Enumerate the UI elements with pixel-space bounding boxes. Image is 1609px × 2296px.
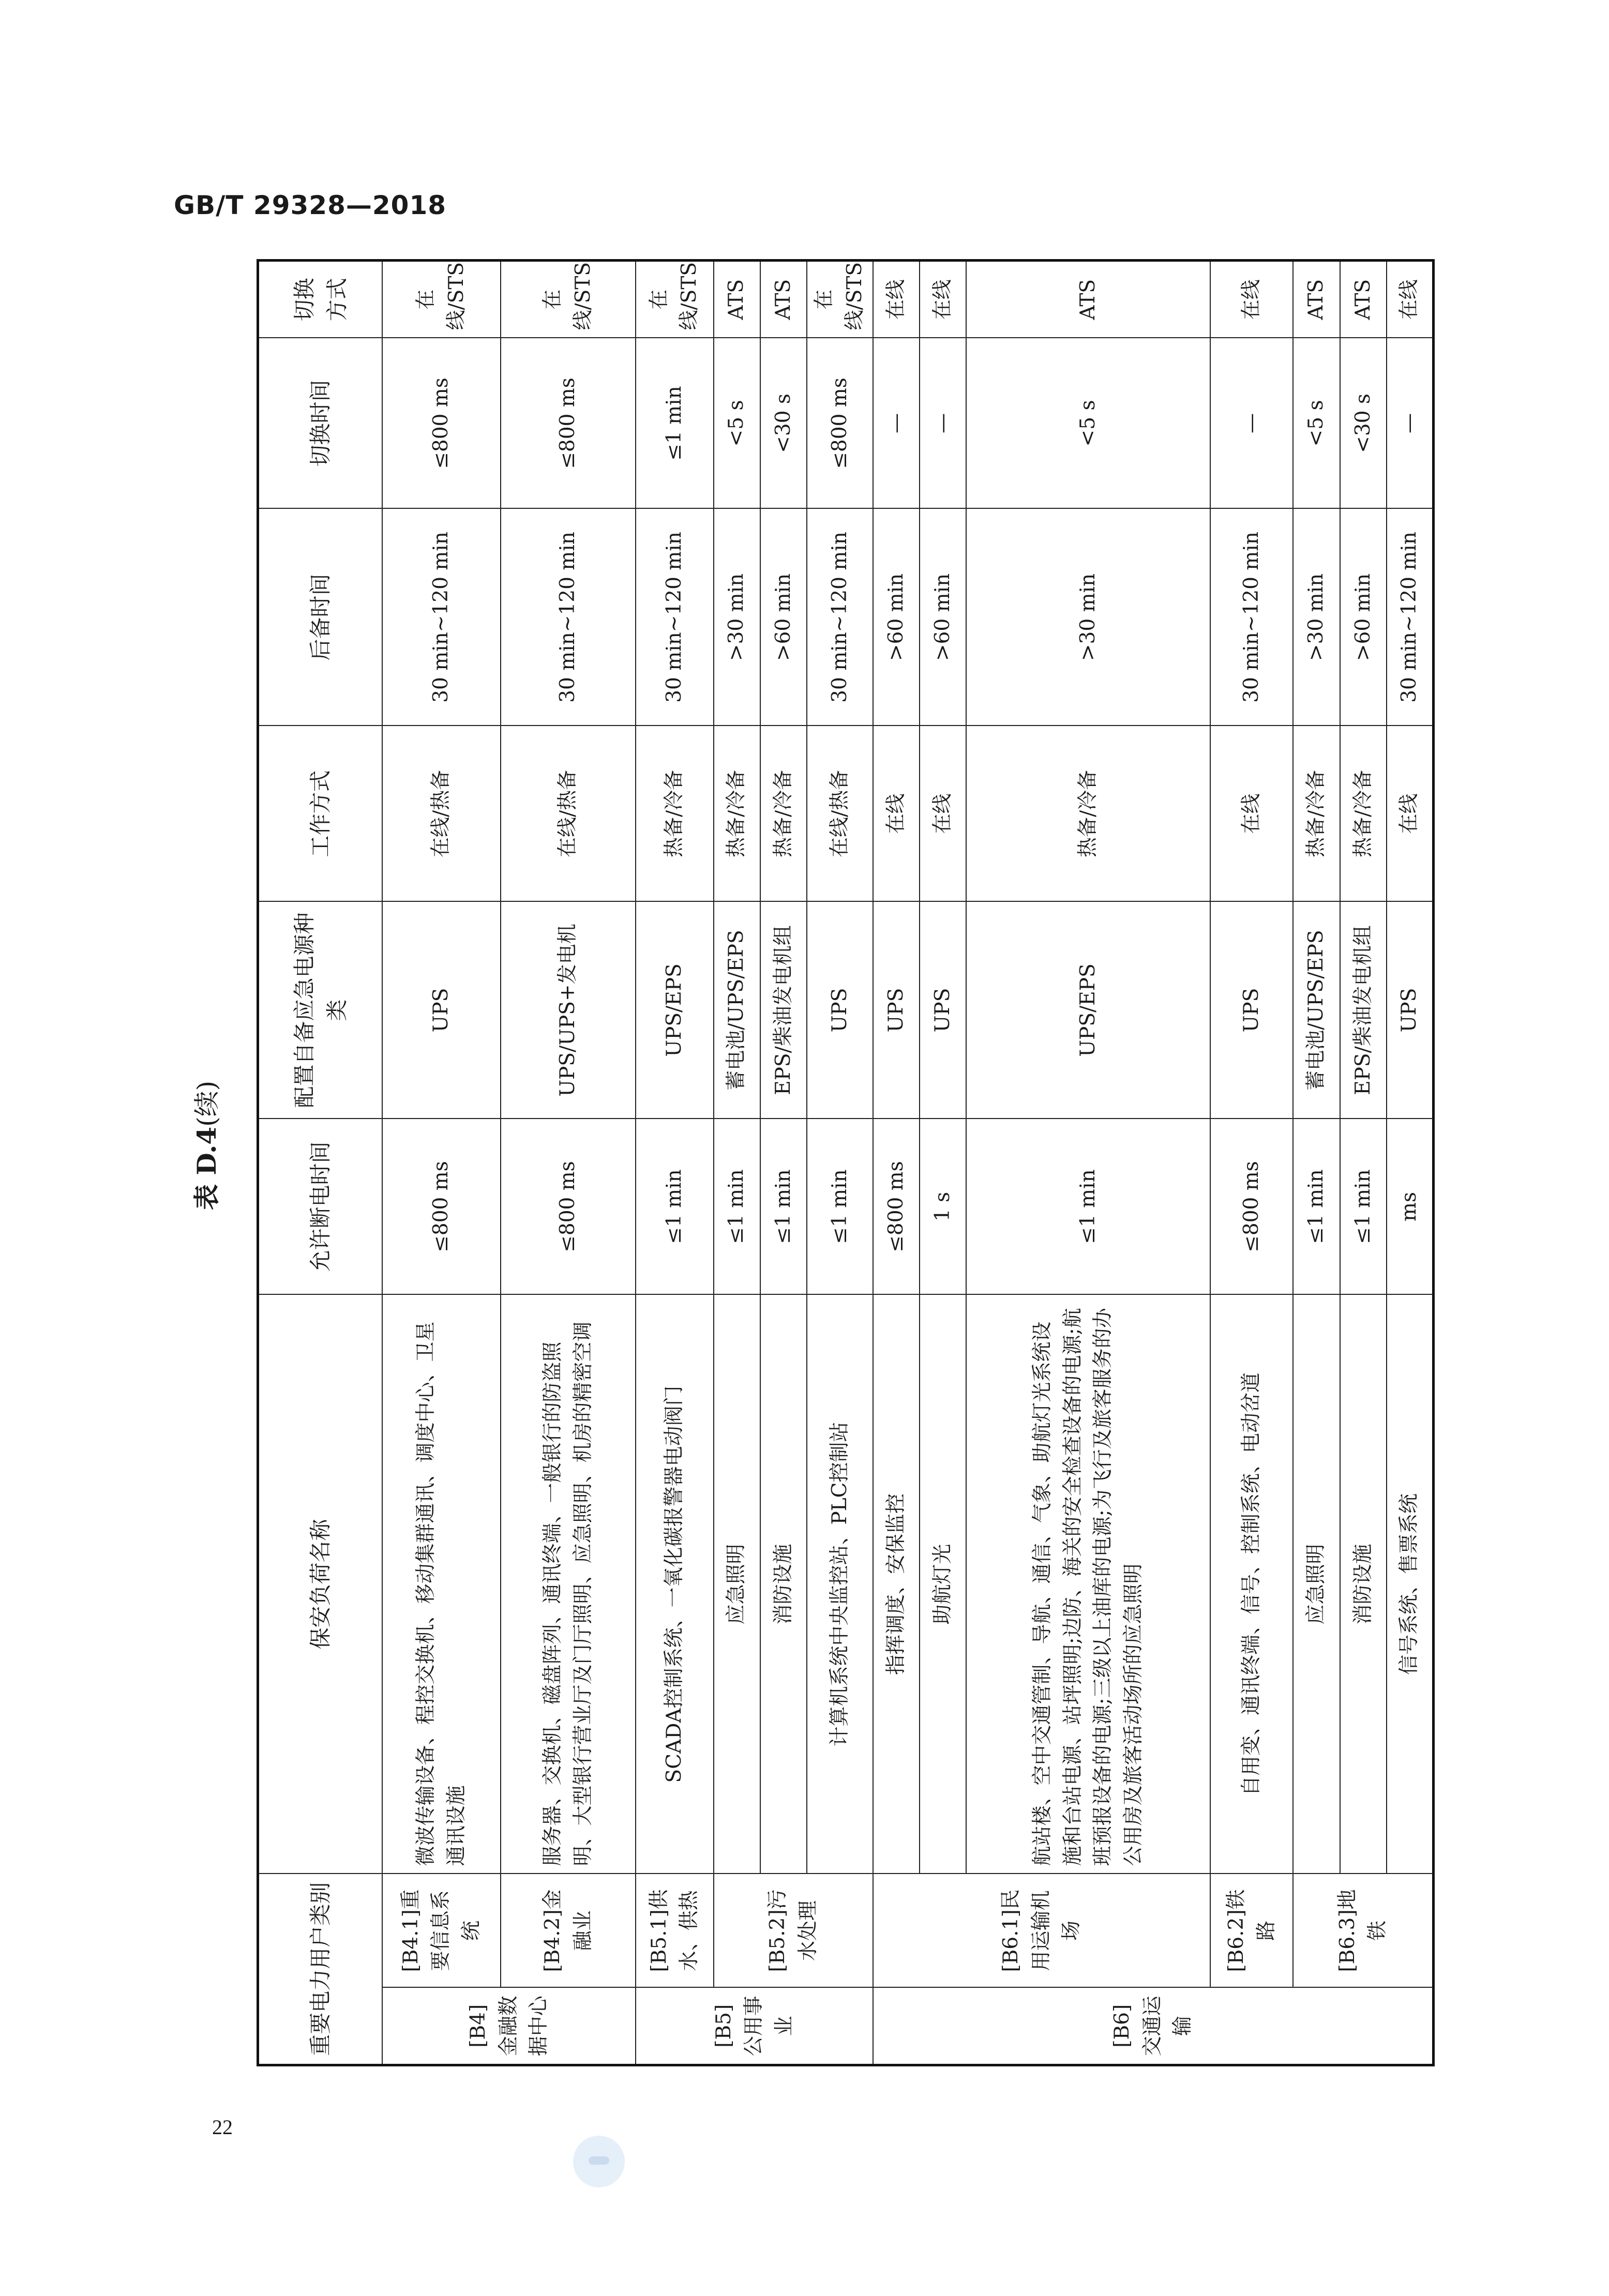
backup-cell: >60 min <box>920 508 966 726</box>
backup-cell: 30 min~120 min <box>1210 508 1294 726</box>
mode-cell: 热备/冷备 <box>1340 726 1387 901</box>
backup-cell: >60 min <box>1340 508 1387 726</box>
load-cell: SCADA控制系统、一氧化碳报警器电动阀门 <box>636 1294 714 1874</box>
power-cell: UPS <box>382 901 501 1119</box>
standard-number: GB/T 29328—2018 <box>174 190 447 220</box>
allow-cell: ≤800 ms <box>501 1119 636 1294</box>
power-cell: UPS <box>920 901 966 1119</box>
time-cell: — <box>1210 338 1294 508</box>
power-cell: 蓄电池/UPS/EPS <box>1293 901 1340 1119</box>
backup-cell: 30 min~120 min <box>807 508 873 726</box>
load-cell: 自用变、通讯终端、信号、控制系统、电动岔道 <box>1210 1294 1294 1874</box>
load-cell: 服务器、交换机、磁盘阵列、通讯终端、一般银行的防盗照明、大型银行营业厅及门厅照明、应急照明、机房的精密空调 <box>501 1294 636 1874</box>
time-cell: ≤800 ms <box>501 338 636 508</box>
header-switch-time: 切换时间 <box>258 338 383 508</box>
allow-cell: ≤1 min <box>760 1119 807 1294</box>
caption-suffix: (续) <box>192 1080 222 1127</box>
header-user-category: 重要电力用户类别 <box>258 1874 383 2065</box>
table-row <box>873 260 920 2065</box>
table-row <box>1210 260 1294 2065</box>
header-work-mode: 工作方式 <box>258 726 383 901</box>
time-cell: <30 s <box>760 338 807 508</box>
load-cell: 助航灯光 <box>920 1294 966 1874</box>
method-cell: 在线 <box>1387 260 1433 338</box>
power-cell: UPS <box>807 901 873 1119</box>
mode-cell: 热备/冷备 <box>1293 726 1340 901</box>
time-cell: — <box>920 338 966 508</box>
header-allowed-outage: 允许断电时间 <box>258 1119 383 1294</box>
power-cell: UPS <box>1210 901 1294 1119</box>
page-number: 22 <box>212 2116 233 2139</box>
load-cell: 信号系统、售票系统 <box>1387 1294 1433 1874</box>
rotated-table-wrapper <box>257 262 1435 2066</box>
mode-cell: 在线 <box>1387 726 1433 901</box>
header-load-name: 保安负荷名称 <box>258 1294 383 1874</box>
backup-cell: 30 min~120 min <box>501 508 636 726</box>
header-power-type: 配置自备应急电源种类 <box>258 901 383 1119</box>
backup-cell: >60 min <box>760 508 807 726</box>
load-cell: 应急照明 <box>1293 1294 1340 1874</box>
subcategory-cell: [B6.2]铁路 <box>1210 1874 1294 1987</box>
load-cell: 消防设施 <box>1340 1294 1387 1874</box>
table-row <box>382 260 501 2065</box>
time-cell: <5 s <box>966 338 1210 508</box>
allow-cell: ≤1 min <box>636 1119 714 1294</box>
table-header-row <box>258 260 383 2065</box>
power-cell: EPS/柴油发电机组 <box>760 901 807 1119</box>
table-row <box>1340 260 1387 2065</box>
allow-cell: ≤800 ms <box>873 1119 920 1294</box>
allow-cell: ≤1 min <box>714 1119 760 1294</box>
mode-cell: 在线/热备 <box>382 726 501 901</box>
header-backup-time: 后备时间 <box>258 508 383 726</box>
power-cell: UPS/EPS <box>966 901 1210 1119</box>
subcategory-cell: [B4.2]金融业 <box>501 1874 636 1987</box>
caption-label: 表 D.4 <box>191 1126 222 1210</box>
time-cell: <5 s <box>714 338 760 508</box>
table-row <box>636 260 714 2065</box>
time-cell: <30 s <box>1340 338 1387 508</box>
subcategory-cell: [B6.3]地铁 <box>1293 1874 1433 1987</box>
subcategory-cell: [B6.1]民用运输机场 <box>873 1874 1210 1987</box>
power-cell: UPS <box>1387 901 1433 1119</box>
subcategory-cell: [B5.2]污水处理 <box>714 1874 873 1987</box>
backup-cell: 30 min~120 min <box>382 508 501 726</box>
allow-cell: ≤800 ms <box>382 1119 501 1294</box>
group-cell: [B6]交通运输 <box>873 1988 1434 2065</box>
backup-cell: >30 min <box>714 508 760 726</box>
method-cell: ATS <box>1293 260 1340 338</box>
table-caption <box>186 1081 223 1210</box>
table-row <box>807 260 873 2065</box>
method-cell: 在线 <box>1210 260 1294 338</box>
time-cell: ≤800 ms <box>382 338 501 508</box>
mode-cell: 在线 <box>920 726 966 901</box>
mode-cell: 热备/冷备 <box>760 726 807 901</box>
allow-cell: ≤800 ms <box>1210 1119 1294 1294</box>
group-cell: [B5]公用事业 <box>636 1988 873 2065</box>
subcategory-cell: [B5.1]供水、供热 <box>636 1874 714 1987</box>
mode-cell: 热备/冷备 <box>636 726 714 901</box>
time-cell: ≤1 min <box>636 338 714 508</box>
power-cell: 蓄电池/UPS/EPS <box>714 901 760 1119</box>
table-row <box>714 260 760 2065</box>
method-cell: 在线/STS <box>636 260 714 338</box>
power-cell: UPS/EPS <box>636 901 714 1119</box>
method-cell: ATS <box>1340 260 1387 338</box>
load-cell: 航站楼、空中交通管制、导航、通信、气象、助航灯光系统设施和台站电源、站坪照明;边防、海关的安全检查设备的电源;航班预报设备的电源;三级以上油库的电源;为飞行及旅客服务的办公用房及旅客活动场所的应急照明 <box>966 1294 1210 1874</box>
allow-cell: ≤1 min <box>807 1119 873 1294</box>
method-cell: ATS <box>966 260 1210 338</box>
backup-cell: 30 min~120 min <box>1387 508 1433 726</box>
power-cell: UPS/UPS+发电机 <box>501 901 636 1119</box>
backup-cell: >30 min <box>966 508 1210 726</box>
time-cell: <5 s <box>1293 338 1340 508</box>
mode-cell: 在线/热备 <box>807 726 873 901</box>
mode-cell: 在线 <box>1210 726 1294 901</box>
table-row <box>1293 260 1340 2065</box>
mode-cell: 热备/冷备 <box>966 726 1210 901</box>
load-cell: 消防设施 <box>760 1294 807 1874</box>
load-cell: 计算机系统中央监控站、PLC控制站 <box>807 1294 873 1874</box>
mode-cell: 在线 <box>873 726 920 901</box>
table-row <box>760 260 807 2065</box>
method-cell: 在线 <box>873 260 920 338</box>
header-switch-method: 切换方式 <box>258 260 383 338</box>
method-cell: ATS <box>760 260 807 338</box>
backup-cell: >30 min <box>1293 508 1340 726</box>
table-row <box>501 260 636 2065</box>
table-row <box>920 260 966 2065</box>
time-cell: — <box>1387 338 1433 508</box>
load-cell: 应急照明 <box>714 1294 760 1874</box>
allow-cell: ≤1 min <box>1293 1119 1340 1294</box>
time-cell: ≤800 ms <box>807 338 873 508</box>
table-row <box>1387 260 1433 2065</box>
method-cell: 在线/STS <box>807 260 873 338</box>
allow-cell: 1 s <box>920 1119 966 1294</box>
table-row <box>966 260 1210 2065</box>
subcategory-cell: [B4.1]重要信息系统 <box>382 1874 501 1987</box>
allow-cell: ≤1 min <box>966 1119 1210 1294</box>
load-cell: 指挥调度、安保监控 <box>873 1294 920 1874</box>
group-cell: [B4]金融数据中心 <box>382 1988 636 2065</box>
mode-cell: 热备/冷备 <box>714 726 760 901</box>
method-cell: 在线 <box>920 260 966 338</box>
watermark-logo <box>573 2136 625 2187</box>
time-cell: — <box>873 338 920 508</box>
method-cell: ATS <box>714 260 760 338</box>
backup-cell: 30 min~120 min <box>636 508 714 726</box>
load-table <box>257 259 1435 2066</box>
mode-cell: 在线/热备 <box>501 726 636 901</box>
allow-cell: ≤1 min <box>1340 1119 1387 1294</box>
method-cell: 在线/STS <box>501 260 636 338</box>
load-cell: 微波传输设备、程控交换机、移动集群通讯、调度中心、卫星通讯设施 <box>382 1294 501 1874</box>
backup-cell: >60 min <box>873 508 920 726</box>
method-cell: 在线/STS <box>382 260 501 338</box>
power-cell: UPS <box>873 901 920 1119</box>
power-cell: EPS/柴油发电机组 <box>1340 901 1387 1119</box>
allow-cell: ms <box>1387 1119 1433 1294</box>
